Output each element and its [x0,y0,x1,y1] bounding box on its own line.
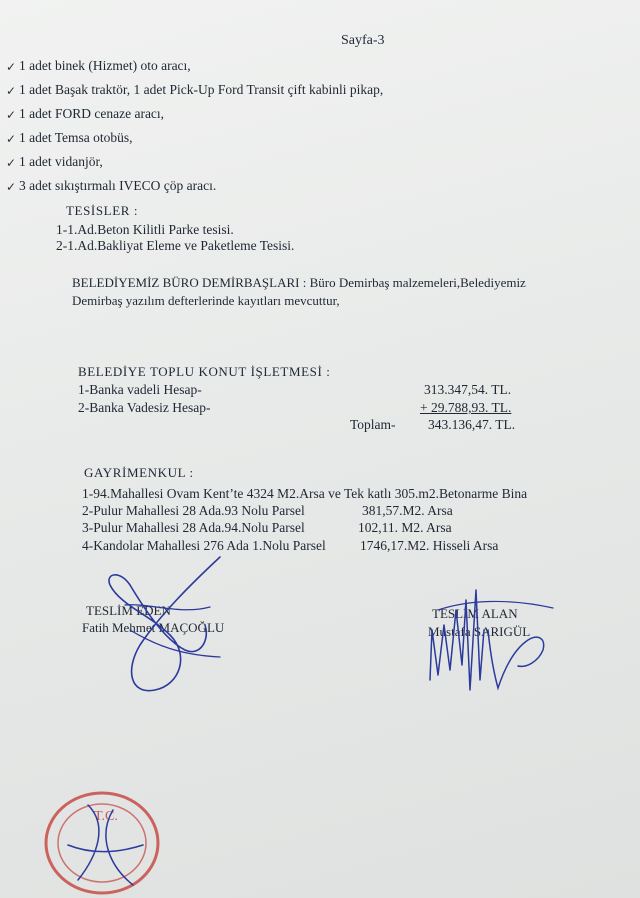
list-item: 3 adet sıkıştırmalı IVECO çöp aracı. [19,178,217,193]
real-estate-item: 4-Kandolar Mahallesi 276 Ada 1.Nolu Parsel [82,538,326,553]
bank-account-amount: 313.347,54. TL. [424,382,512,397]
checkmark-icon: ✓ [6,180,17,194]
real-estate-value: 102,11. M2. Arsa [358,520,452,535]
facility-item: 1-1.Ad.Beton Kilitli Parke tesisi. [56,222,234,237]
list-item: 1 adet FORD cenaze aracı, [19,106,165,121]
housing-heading: BELEDİYE TOPLU KONUT İŞLETMESİ : [78,364,331,379]
total-amount: 343.136,47. TL. [428,417,516,432]
office-fixtures-line: BELEDİYEMİZ BÜRO DEMİRBAŞLARI : Büro Demirbaş malzemeleri,Belediyemiz [72,275,526,290]
page-number: Sayfa-3 [341,33,385,48]
bank-account-label: 2-Banka Vadesiz Hesap- [78,400,211,415]
total-label: Toplam- [350,417,396,432]
real-estate-value: 1746,17.M2. Hisseli Arsa [360,538,499,553]
real-estate-heading: GAYRİMENKUL : [84,465,194,480]
official-stamp [38,785,168,898]
real-estate-item: 2-Pulur Mahallesi 28 Ada.93 Nolu Parsel [82,503,305,518]
stamp-text: T.C. [94,809,118,824]
facilities-heading: TESİSLER : [66,203,139,218]
checkmark-icon: ✓ [6,132,17,146]
signature-right [418,570,568,710]
list-item: 1 adet Başak traktör, 1 adet Pick-Up Ford Transit çift kabinli pikap, [19,82,384,97]
real-estate-value: 381,57.M2. Arsa [362,503,453,518]
signature-left [70,545,260,705]
facility-item: 2-1.Ad.Bakliyat Eleme ve Paketleme Tesisi. [56,238,295,253]
real-estate-item: 1-94.Mahallesi Ovam Kent’te 4324 M2.Arsa ve Tek katlı 305.m2.Betonarme Bina [82,486,528,501]
bank-account-label: 1-Banka vadeli Hesap- [78,382,202,397]
list-item: 1 adet Temsa otobüs, [19,130,133,145]
office-fixtures-line: Demirbaş yazılım defterlerinde kayıtları mevcuttur, [72,293,340,308]
delivered-by-name: Fatih Mehmet MAÇOĞLU [82,620,225,635]
checkmark-icon: ✓ [6,156,17,170]
received-by-title: TESLİM ALAN [432,606,518,621]
checkmark-icon: ✓ [6,60,17,74]
checkmark-icon: ✓ [6,84,17,98]
received-by-name: Mustafa SARIGÜL [428,624,531,639]
list-item: 1 adet vidanjör, [19,154,103,169]
list-item: 1 adet binek (Hizmet) oto aracı, [19,58,191,73]
real-estate-item: 3-Pulur Mahallesi 28 Ada.94.Nolu Parsel [82,520,305,535]
delivered-by-title: TESLİM EDEN [86,603,171,618]
checkmark-icon: ✓ [6,108,17,122]
bank-account-amount: + 29.788,93. TL. [420,400,512,415]
